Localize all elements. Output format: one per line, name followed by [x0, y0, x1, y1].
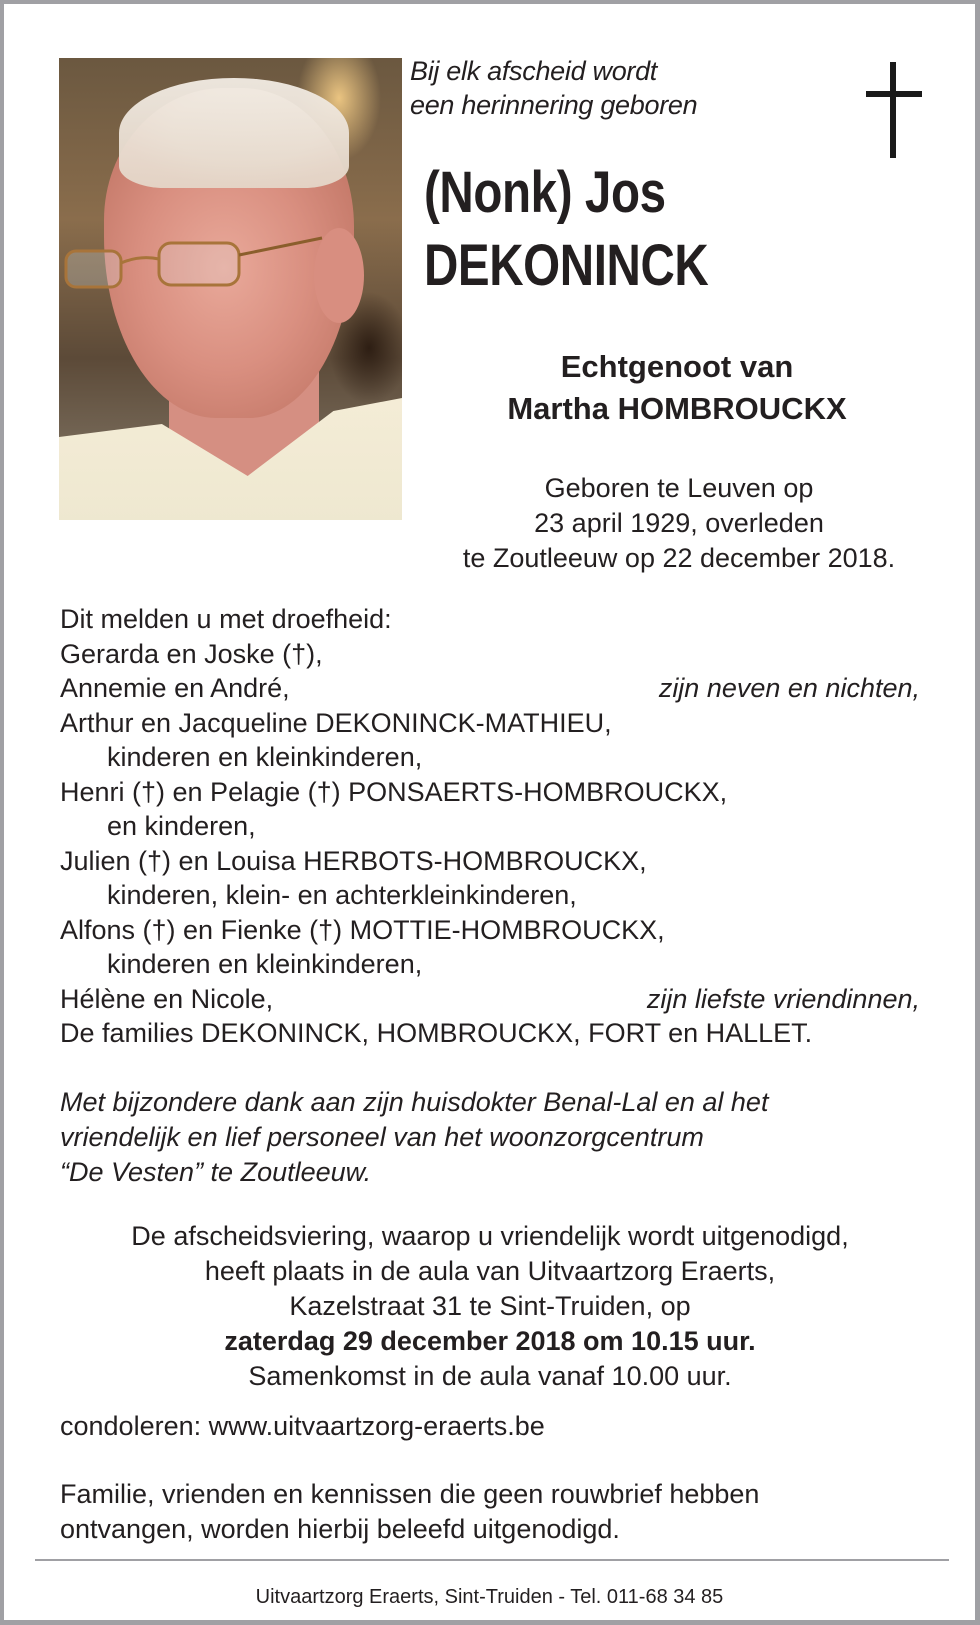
family-line: Alfons (†) en Fienke (†) MOTTIE-HOMBROUCKX,: [60, 914, 665, 945]
obituary-card: [4, 4, 975, 1620]
birth-line-2: 23 april 1929, overleden: [534, 508, 824, 538]
motto-line-2: een herinnering geboren: [410, 90, 698, 120]
condolences-link[interactable]: condoleren: www.uitvaartzorg-eraerts.be: [60, 1411, 545, 1441]
thanks-line-1: Met bijzondere dank aan zijn huisdokter Benal-Lal en al het: [60, 1087, 769, 1117]
invitation-line-1: Familie, vrienden en kennissen die geen rouwbrief hebben: [60, 1479, 760, 1509]
family-line: kinderen en kleinkinderen,: [107, 949, 423, 979]
family-line: De families DEKONINCK, HOMBROUCKX, FORT en HALLET.: [60, 1018, 813, 1048]
footer-funeral-home: Uitvaartzorg Eraerts, Sint-Truiden - Tel. 011-68 34 85: [255, 1586, 724, 1608]
ceremony-line-2: heeft plaats in de aula van Uitvaartzorg Eraerts,: [204, 1256, 776, 1286]
family-line: en kinderen,: [107, 811, 256, 841]
family-line: kinderen en kleinkinderen,: [107, 742, 423, 772]
thanks-line-2: vriendelijk en lief personeel van het woonzorgcentrum: [60, 1122, 704, 1152]
ceremony-line-1: De afscheidsviering, waarop u vriendelijk wordt uitgenodigd,: [131, 1221, 849, 1251]
deceased-first-name: (Nonk) Jos: [424, 160, 666, 225]
motto-line-1: Bij elk afscheid wordt: [410, 56, 658, 86]
portrait-photo: [59, 58, 402, 520]
family-line: kinderen, klein- en achterkleinkinderen,: [107, 880, 577, 910]
thanks-line-3: “De Vesten” te Zoutleeuw.: [60, 1157, 372, 1187]
family-intro: Dit melden u met droefheid:: [60, 604, 392, 634]
family-line: Arthur en Jacqueline DEKONINCK-MATHIEU,: [60, 707, 612, 738]
family-line: Henri (†) en Pelagie (†) PONSAERTS-HOMBROUCKX,: [60, 776, 728, 807]
birth-line-1: Geboren te Leuven op: [544, 473, 814, 503]
spouse-line-1: Echtgenoot van: [560, 349, 794, 384]
family-line: Hélène en Nicole, zijn liefste vriendinnen,: [60, 982, 920, 1017]
relation-label: zijn liefste vriendinnen,: [646, 983, 920, 1014]
photo-glasses: [64, 233, 324, 293]
death-line-3: te Zoutleeuw op 22 december 2018.: [462, 543, 896, 573]
footer-divider: [35, 1559, 949, 1561]
deceased-last-name: DEKONINCK: [424, 233, 709, 298]
ceremony-gathering: Samenkomst in de aula vanaf 10.00 uur.: [248, 1361, 732, 1391]
photo-hair: [119, 78, 349, 188]
relation-label: zijn neven en nichten,: [658, 673, 920, 703]
invitation-line-2: ontvangen, worden hierbij beleefd uitgenodigd.: [60, 1514, 620, 1544]
latin-cross-icon: [866, 62, 922, 158]
family-line: Gerarda en Joske (†),: [60, 638, 323, 669]
ceremony-line-3: Kazelstraat 31 te Sint-Truiden, op: [289, 1291, 691, 1321]
ceremony-date-time: zaterdag 29 december 2018 om 10.15 uur.: [224, 1326, 756, 1356]
spouse-line-2: Martha HOMBROUCKX: [507, 391, 847, 426]
family-line: Julien (†) en Louisa HERBOTS-HOMBROUCKX,: [60, 845, 647, 876]
family-line: Annemie en André, zijn neven en nichten,: [60, 671, 920, 706]
